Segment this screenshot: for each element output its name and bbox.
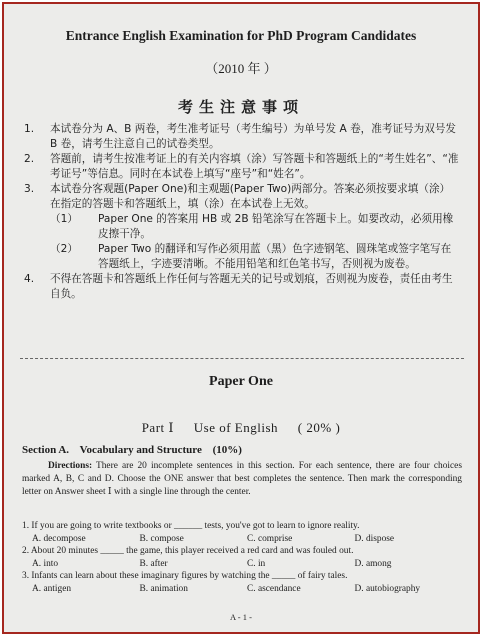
subnotice-item	[50, 242, 460, 272]
notice-text: 本试卷分客观题(Paper One)和主观题(Paper Two)两部分。答案必须按要求填（涂）在指定的答题卡和答题纸上，填（涂）在本试卷上无效。	[50, 183, 451, 210]
paper-title: Paper One	[209, 374, 273, 389]
question	[22, 570, 462, 595]
part-name: Use of English	[193, 420, 279, 435]
notice-number: 1.	[24, 123, 35, 135]
notice-number: 2.	[24, 153, 35, 165]
directions-text: There are 20 incomplete sentences in this section. For each sentence, there are four choices marked A, B, C and D. Choose the ONE answer that best completes the sentence. Then mark the corresponding letter on Answer sheet Ⅰ with a single line through the center.	[22, 461, 462, 497]
option: B. animation	[139, 583, 188, 594]
page-frame	[2, 2, 480, 634]
question-list	[22, 520, 462, 595]
notice-text: 答题前，请考生按准考证上的有关内容填（涂）写答题卡和答题纸上的“考生姓名”、“准考证号”等信息。同时在本试卷上填写“座号”和“姓名”。	[50, 153, 459, 180]
question-text: 3. Infants can learn about these imaginary figures by watching the _____ of fairy tales.	[22, 571, 348, 581]
option-row	[22, 583, 462, 596]
option: A. decompose	[32, 533, 86, 544]
notice-item	[24, 272, 460, 302]
page-number: A - 1 -	[230, 612, 252, 622]
notice-text: 本试卷分为 A、B 两卷，考生准考证号（考生编号）为单号发 A 卷，准考证号为双号发 B 卷，请考生注意自己的试卷类型。	[50, 123, 457, 150]
option: A. antigen	[32, 583, 72, 594]
notice-number: 4.	[24, 273, 35, 285]
option-row	[22, 533, 462, 546]
notice-text: 不得在答题卡和答题纸上作任何与答题无关的记号或划痕，否则视为废卷，责任由考生自负。	[50, 273, 453, 300]
directions	[22, 460, 462, 499]
option: C. ascendance	[247, 583, 301, 594]
notice-title: 考生注意事项	[177, 98, 304, 116]
option: B. after	[139, 558, 168, 569]
subnotice-text: Paper Two 的翻译和写作必须用蓝（黑）色字迹钢笔、圆珠笔或签字笔写在答题纸上，字迹要清晰。不能用铅笔和红色笔书写，否则视为废卷。	[98, 243, 452, 270]
part-label: Part Ⅰ	[141, 420, 175, 435]
section-name: Vocabulary and Structure	[79, 444, 202, 456]
option-row	[22, 558, 462, 571]
directions-label: Directions:	[48, 461, 93, 471]
part-heading	[8, 420, 474, 436]
notice-number: 3.	[24, 183, 35, 195]
section-divider	[20, 358, 464, 359]
question	[22, 520, 462, 545]
question	[22, 545, 462, 570]
notice-item	[24, 152, 460, 182]
notice-list	[24, 122, 460, 302]
option: D. dispose	[354, 533, 395, 544]
option: B. compose	[139, 533, 184, 544]
section-heading	[22, 444, 250, 456]
exam-title: Entrance English Examination for PhD Program Candidates	[65, 28, 417, 43]
subnotice-number: （1）	[50, 213, 78, 225]
subnotice-text: Paper One 的答案用 HB 或 2B 铅笔涂写在答题卡上。如要改动，必须用橡皮擦干净。	[98, 213, 454, 240]
option: C. comprise	[247, 533, 293, 544]
option: D. autobiography	[354, 583, 421, 594]
option: A. into	[32, 558, 59, 569]
exam-year: （2010 年 ）	[205, 61, 277, 76]
option: D. among	[354, 558, 392, 569]
section-weight: (10%)	[212, 444, 242, 456]
subnotice-number: （2）	[50, 243, 78, 255]
exam-page	[8, 8, 474, 628]
part-weight: ( 20% )	[297, 420, 341, 435]
notice-item	[24, 122, 460, 152]
section-label: Section A.	[22, 444, 70, 456]
question-text: 1. If you are going to write textbooks or ______ tests, you've got to learn to ignore reality.	[22, 521, 360, 531]
question-text: 2. About 20 minutes _____ the game, this player received a red card and was fouled out.	[22, 546, 354, 556]
notice-item	[24, 182, 460, 212]
option: C. in	[247, 558, 266, 569]
subnotice-item	[50, 212, 460, 242]
